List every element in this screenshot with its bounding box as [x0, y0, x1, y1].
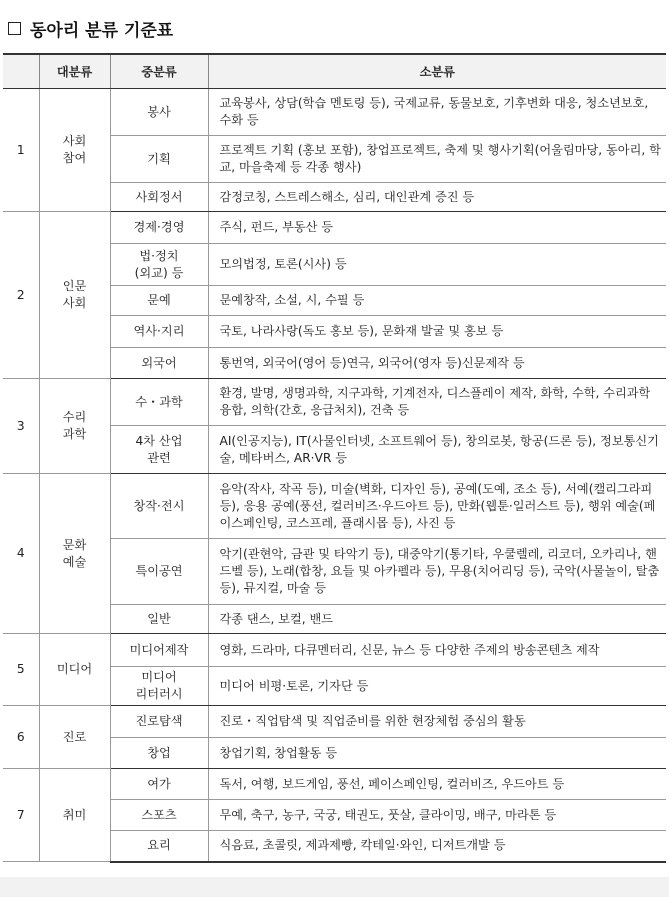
header-minor: 소분류 — [208, 54, 666, 89]
footer-bar — [0, 877, 669, 897]
mid-category: 일반 — [110, 605, 208, 634]
mid-category: 경제·경영 — [110, 212, 208, 244]
minor-category: 환경, 발명, 생명과학, 지구과학, 기계전자, 디스플레이 제작, 화학, 수학, 수리과학융합, 의학(간호, 응급처치), 건축 등 — [208, 379, 666, 426]
major-category: 진로 — [39, 706, 110, 769]
minor-category: 각종 댄스, 보컬, 밴드 — [208, 605, 666, 634]
major-category: 사회 참여 — [39, 89, 110, 212]
mid-category: 역사·지리 — [110, 316, 208, 348]
mid-category: 외국어 — [110, 348, 208, 379]
minor-category: 진로・직업탐색 및 직업준비를 위한 현장체험 중심의 활동 — [208, 706, 666, 738]
minor-category: 무예, 축구, 농구, 국궁, 태권도, 풋살, 클라이밍, 배구, 마라톤 등 — [208, 800, 666, 831]
minor-category: 통번역, 외국어(영어 등)연극, 외국어(영자 등)신문제작 등 — [208, 348, 666, 379]
mid-category: 특이공연 — [110, 539, 208, 605]
mid-category: 스포츠 — [110, 800, 208, 831]
section-title-text: 동아리 분류 기준표 — [30, 20, 174, 41]
mid-category: 법·정치 (외교) 등 — [110, 244, 208, 286]
minor-category: 문예창작, 소설, 시, 수필 등 — [208, 286, 666, 316]
minor-category: 창업기획, 창업활동 등 — [208, 738, 666, 769]
mid-category: 요리 — [110, 831, 208, 862]
mid-category: 수・과학 — [110, 379, 208, 426]
mid-category: 4차 산업 관련 — [110, 426, 208, 474]
major-category: 미디어 — [39, 634, 110, 706]
mid-category: 여가 — [110, 769, 208, 800]
minor-category: 모의법정, 토론(시사) 등 — [208, 244, 666, 286]
category-number: 7 — [3, 769, 39, 862]
category-number: 2 — [3, 212, 39, 379]
header-no — [3, 54, 39, 89]
major-category: 수리 과학 — [39, 379, 110, 474]
major-category: 문화 예술 — [39, 474, 110, 634]
checkbox-square-icon — [8, 22, 21, 35]
header-major: 대분류 — [39, 54, 110, 89]
mid-category: 봉사 — [110, 89, 208, 136]
minor-category: 감정코칭, 스트레스해소, 심리, 대인관계 증진 등 — [208, 183, 666, 212]
major-category: 인문 사회 — [39, 212, 110, 379]
minor-category: 음악(작사, 작곡 등), 미술(벽화, 디자인 등), 공예(도예, 조소 등), 서예(캘리그라피 등), 응용 공예(풍선, 컬러비즈·우드아트 등), 만화(웹툰·일러스트 등), 행위 예술(페이스페인팅, 코스프레, 플래시몹 등), 사진 등 — [208, 474, 666, 539]
mid-category: 창작·전시 — [110, 474, 208, 539]
minor-category: 악기(관현악, 금관 및 타악기 등), 대중악기(통기타, 우쿨렐레, 리코더, 오카리나, 핸드벨 등), 노래(합창, 요들 및 아카펠라 등), 무용(치어리딩 등), 국악(사물놀이, 탈춤 등), 뮤지컬, 마술 등 — [208, 539, 666, 605]
mid-category: 미디어 리터러시 — [110, 667, 208, 706]
minor-category: 미디어 비평·토론, 기자단 등 — [208, 667, 666, 706]
table-row — [3, 212, 666, 244]
minor-category: 국토, 나라사랑(독도 홍보 등), 문화재 발굴 및 홍보 등 — [208, 316, 666, 348]
table-row — [3, 379, 666, 426]
mid-category: 진로탐색 — [110, 706, 208, 738]
table-header-row — [3, 54, 666, 89]
table-row — [3, 634, 666, 667]
mid-category: 미디어제작 — [110, 634, 208, 667]
category-number: 5 — [3, 634, 39, 706]
mid-category: 문예 — [110, 286, 208, 316]
minor-category: 영화, 드라마, 다큐멘터리, 신문, 뉴스 등 다양한 주제의 방송콘텐츠 제작 — [208, 634, 666, 667]
table-body — [3, 89, 666, 862]
header-mid: 중분류 — [110, 54, 208, 89]
classification-table — [3, 53, 666, 863]
category-number: 1 — [3, 89, 39, 212]
category-number: 4 — [3, 474, 39, 634]
table-row — [3, 89, 666, 136]
minor-category: 주식, 펀드, 부동산 등 — [208, 212, 666, 244]
table-row — [3, 769, 666, 800]
minor-category: 식음료, 초콜릿, 제과제빵, 칵테일·와인, 디저트개발 등 — [208, 831, 666, 862]
table-row — [3, 706, 666, 738]
minor-category: 독서, 여행, 보드게임, 풍선, 페이스페인팅, 컬러비즈, 우드아트 등 — [208, 769, 666, 800]
category-number: 6 — [3, 706, 39, 769]
mid-category: 사회정서 — [110, 183, 208, 212]
major-category: 취미 — [39, 769, 110, 862]
section-title — [8, 14, 173, 42]
minor-category: 프로젝트 기획 (홍보 포함), 창업프로젝트, 축제 및 행사기획(어울림마당, 동아리, 학교, 마을축제 등 각종 행사) — [208, 136, 666, 183]
category-number: 3 — [3, 379, 39, 474]
mid-category: 기획 — [110, 136, 208, 183]
minor-category: 교육봉사, 상담(학습 멘토링 등), 국제교류, 동물보호, 기후변화 대응, 청소년보호, 수화 등 — [208, 89, 666, 136]
mid-category: 창업 — [110, 738, 208, 769]
minor-category: AI(인공지능), IT(사물인터넷, 소프트웨어 등), 창의로봇, 항공(드론 등), 정보통신기술, 메타버스, AR·VR 등 — [208, 426, 666, 474]
table-row — [3, 474, 666, 539]
